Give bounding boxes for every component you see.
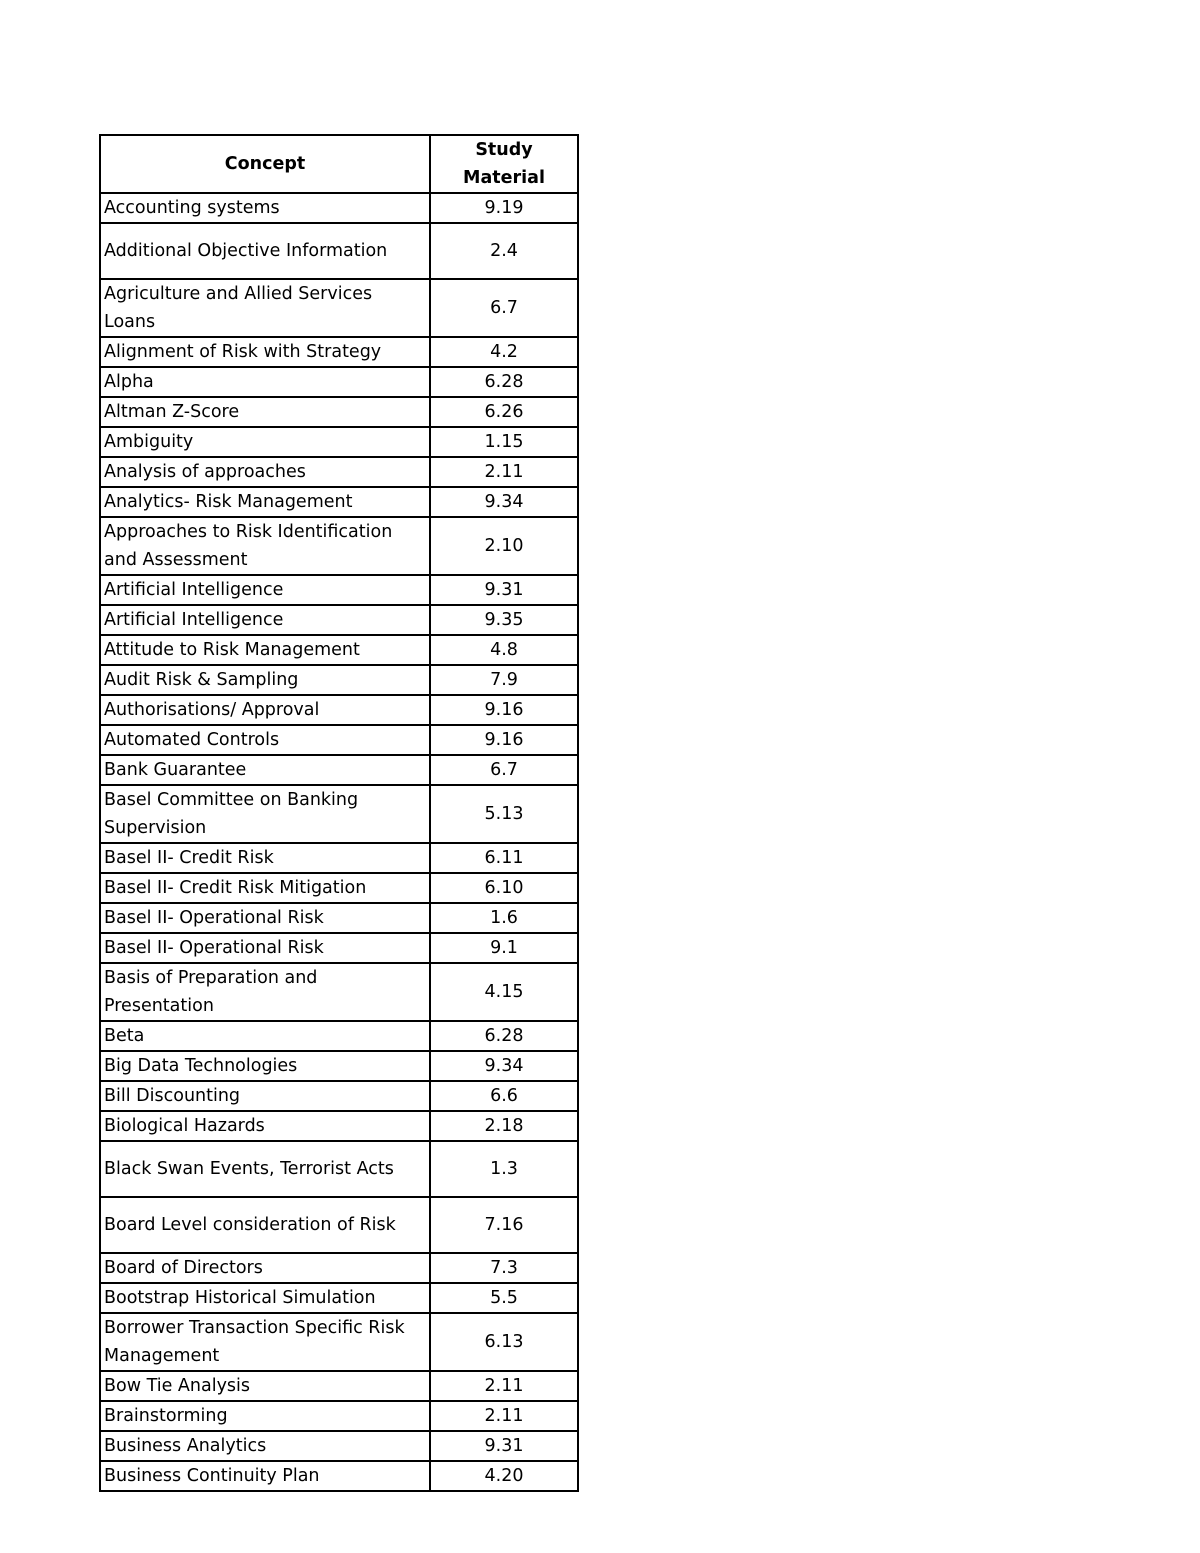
study-material-cell: 9.1 bbox=[430, 933, 578, 963]
study-material-cell: 9.19 bbox=[430, 193, 578, 223]
study-material-cell: 5.13 bbox=[430, 785, 578, 843]
concept-cell: Brainstorming bbox=[100, 1401, 430, 1431]
table-row bbox=[100, 1081, 578, 1111]
study-material-cell: 4.15 bbox=[430, 963, 578, 1021]
concept-cell: Altman Z-Score bbox=[100, 397, 430, 427]
concept-cell: Automated Controls bbox=[100, 725, 430, 755]
table-row bbox=[100, 517, 578, 575]
study-material-cell: 6.7 bbox=[430, 755, 578, 785]
study-material-cell: 2.4 bbox=[430, 223, 578, 279]
study-material-cell: 9.31 bbox=[430, 575, 578, 605]
table-row bbox=[100, 665, 578, 695]
study-material-cell: 4.2 bbox=[430, 337, 578, 367]
concept-cell: Ambiguity bbox=[100, 427, 430, 457]
header-study-material: Study Material bbox=[430, 135, 578, 193]
study-material-cell: 7.3 bbox=[430, 1253, 578, 1283]
concept-cell: Alignment of Risk with Strategy bbox=[100, 337, 430, 367]
concept-cell: Agriculture and Allied Services Loans bbox=[100, 279, 430, 337]
table-row bbox=[100, 193, 578, 223]
study-material-cell: 6.13 bbox=[430, 1313, 578, 1371]
table-row bbox=[100, 755, 578, 785]
table-row bbox=[100, 1253, 578, 1283]
study-material-cell: 1.3 bbox=[430, 1141, 578, 1197]
table-row bbox=[100, 1111, 578, 1141]
concept-cell: Basel II- Operational Risk bbox=[100, 933, 430, 963]
concept-cell: Analytics- Risk Management bbox=[100, 487, 430, 517]
table-row bbox=[100, 1051, 578, 1081]
study-material-cell: 6.26 bbox=[430, 397, 578, 427]
study-material-cell: 2.10 bbox=[430, 517, 578, 575]
concept-table bbox=[99, 134, 579, 1492]
study-material-cell: 9.35 bbox=[430, 605, 578, 635]
study-material-cell: 6.6 bbox=[430, 1081, 578, 1111]
concept-cell: Authorisations/ Approval bbox=[100, 695, 430, 725]
concept-cell: Bootstrap Historical Simulation bbox=[100, 1283, 430, 1313]
table-row bbox=[100, 367, 578, 397]
study-material-cell: 6.11 bbox=[430, 843, 578, 873]
table-row bbox=[100, 605, 578, 635]
concept-cell: Bow Tie Analysis bbox=[100, 1371, 430, 1401]
concept-cell: Basel Committee on Banking Supervision bbox=[100, 785, 430, 843]
concept-cell: Bank Guarantee bbox=[100, 755, 430, 785]
concept-cell: Artificial Intelligence bbox=[100, 605, 430, 635]
concept-cell: Analysis of approaches bbox=[100, 457, 430, 487]
study-material-cell: 1.6 bbox=[430, 903, 578, 933]
study-material-cell: 6.28 bbox=[430, 1021, 578, 1051]
concept-cell: Alpha bbox=[100, 367, 430, 397]
study-material-cell: 6.10 bbox=[430, 873, 578, 903]
table-row bbox=[100, 933, 578, 963]
concept-cell: Basel II- Operational Risk bbox=[100, 903, 430, 933]
concept-cell: Basis of Preparation and Presentation bbox=[100, 963, 430, 1021]
table-row bbox=[100, 1371, 578, 1401]
concept-cell: Board Level consideration of Risk bbox=[100, 1197, 430, 1253]
study-material-cell: 2.11 bbox=[430, 1401, 578, 1431]
table-row bbox=[100, 1313, 578, 1371]
table-row bbox=[100, 695, 578, 725]
table-row bbox=[100, 1283, 578, 1313]
study-material-cell: 2.18 bbox=[430, 1111, 578, 1141]
concept-cell: Audit Risk & Sampling bbox=[100, 665, 430, 695]
study-material-cell: 2.11 bbox=[430, 1371, 578, 1401]
table-row bbox=[100, 635, 578, 665]
concept-cell: Business Continuity Plan bbox=[100, 1461, 430, 1491]
table-row bbox=[100, 223, 578, 279]
study-material-cell: 9.16 bbox=[430, 695, 578, 725]
table-row bbox=[100, 1401, 578, 1431]
table-row bbox=[100, 785, 578, 843]
table-row bbox=[100, 337, 578, 367]
table-row bbox=[100, 963, 578, 1021]
table-body bbox=[100, 193, 578, 1491]
table-row bbox=[100, 457, 578, 487]
concept-cell: Borrower Transaction Specific Risk Management bbox=[100, 1313, 430, 1371]
concept-cell: Artificial Intelligence bbox=[100, 575, 430, 605]
concept-cell: Approaches to Risk Identification and Assessment bbox=[100, 517, 430, 575]
table-row bbox=[100, 843, 578, 873]
header-row bbox=[100, 135, 578, 193]
concept-cell: Basel II- Credit Risk bbox=[100, 843, 430, 873]
study-material-cell: 7.16 bbox=[430, 1197, 578, 1253]
table-row bbox=[100, 1197, 578, 1253]
concept-cell: Basel II- Credit Risk Mitigation bbox=[100, 873, 430, 903]
concept-cell: Board of Directors bbox=[100, 1253, 430, 1283]
study-material-cell: 9.16 bbox=[430, 725, 578, 755]
concept-cell: Big Data Technologies bbox=[100, 1051, 430, 1081]
table-row bbox=[100, 397, 578, 427]
study-material-cell: 4.20 bbox=[430, 1461, 578, 1491]
table-row bbox=[100, 1461, 578, 1491]
study-material-cell: 4.8 bbox=[430, 635, 578, 665]
study-material-cell: 1.15 bbox=[430, 427, 578, 457]
table-row bbox=[100, 1431, 578, 1461]
table-row bbox=[100, 279, 578, 337]
concept-index-sheet bbox=[99, 134, 577, 1492]
table-row bbox=[100, 427, 578, 457]
concept-cell: Bill Discounting bbox=[100, 1081, 430, 1111]
study-material-cell: 7.9 bbox=[430, 665, 578, 695]
study-material-cell: 9.34 bbox=[430, 487, 578, 517]
table-row bbox=[100, 873, 578, 903]
study-material-cell: 6.7 bbox=[430, 279, 578, 337]
table-row bbox=[100, 1141, 578, 1197]
concept-cell: Business Analytics bbox=[100, 1431, 430, 1461]
table-row bbox=[100, 725, 578, 755]
concept-cell: Additional Objective Information bbox=[100, 223, 430, 279]
study-material-cell: 6.28 bbox=[430, 367, 578, 397]
table-row bbox=[100, 487, 578, 517]
concept-cell: Black Swan Events, Terrorist Acts bbox=[100, 1141, 430, 1197]
study-material-cell: 5.5 bbox=[430, 1283, 578, 1313]
table-row bbox=[100, 903, 578, 933]
table-row bbox=[100, 1021, 578, 1051]
concept-cell: Attitude to Risk Management bbox=[100, 635, 430, 665]
study-material-cell: 2.11 bbox=[430, 457, 578, 487]
table-row bbox=[100, 575, 578, 605]
concept-cell: Biological Hazards bbox=[100, 1111, 430, 1141]
study-material-cell: 9.31 bbox=[430, 1431, 578, 1461]
study-material-cell: 9.34 bbox=[430, 1051, 578, 1081]
concept-cell: Accounting systems bbox=[100, 193, 430, 223]
concept-cell: Beta bbox=[100, 1021, 430, 1051]
header-concept: Concept bbox=[100, 135, 430, 193]
